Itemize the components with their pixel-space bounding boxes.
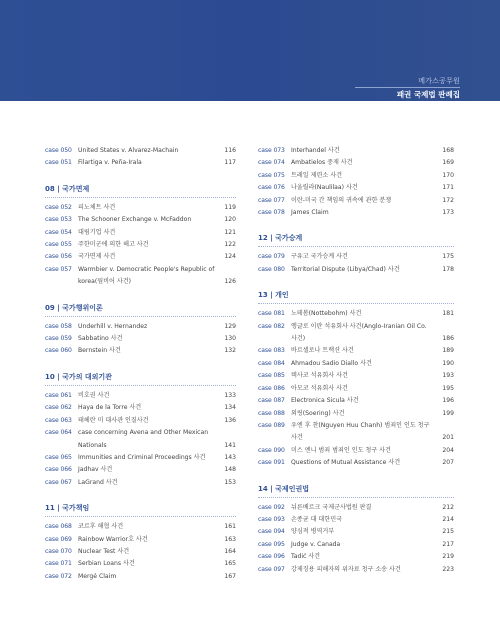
case-number: case 065	[45, 453, 72, 461]
toc-entry[interactable]	[45, 145, 236, 157]
page-number: 169	[442, 159, 454, 167]
case-title: 강제징용 피해자의 위자료 청구 소송 사건	[291, 565, 401, 573]
page-number: 167	[224, 572, 236, 580]
section-heading: 10 | 국가의 대외기관	[45, 372, 236, 386]
page-number: 133	[224, 391, 236, 399]
toc-entry[interactable]	[258, 308, 454, 320]
toc-entry[interactable]	[258, 195, 454, 207]
page-number: 117	[224, 159, 236, 167]
case-number: case 079	[258, 253, 285, 261]
page-number: 136	[224, 416, 236, 424]
case-title: 대림기업 사건	[78, 228, 116, 236]
case-title: 주한미군에 의한 해고 사건	[78, 241, 149, 249]
page-number: 223	[442, 565, 454, 573]
case-title: Nuclear Test 사건	[78, 547, 130, 555]
page-number: 217	[442, 540, 454, 548]
case-number: case 076	[258, 184, 285, 192]
toc-entry[interactable]	[45, 333, 236, 345]
page-number: 186	[442, 335, 454, 343]
case-title: 바르셀로나 트랙션 사건	[291, 347, 354, 355]
case-number: case 058	[45, 322, 72, 330]
page-number: 129	[224, 322, 236, 330]
case-number: case 097	[258, 565, 285, 573]
toc-entry[interactable]	[45, 452, 236, 464]
section-heading: 12 | 국가승계	[258, 233, 454, 247]
page-number: 172	[442, 196, 454, 204]
section-heading: 13 | 개인	[258, 290, 454, 304]
toc-entry[interactable]	[45, 157, 236, 169]
toc-entry[interactable]	[258, 514, 454, 526]
toc-right-column	[258, 145, 454, 576]
page-number: 121	[224, 228, 236, 236]
case-number: case 081	[258, 310, 285, 318]
case-number: case 078	[258, 209, 285, 217]
toc-entry[interactable]	[45, 390, 236, 402]
page-number: 173	[442, 209, 454, 217]
case-number: case 088	[258, 409, 285, 417]
page-number: 134	[224, 404, 236, 412]
section-heading: 14 | 국제인권법	[258, 484, 454, 498]
toc-entry[interactable]	[258, 358, 454, 370]
toc-entry[interactable]	[258, 564, 454, 576]
case-title: Tadić 사건	[291, 553, 321, 561]
toc-entry[interactable]	[258, 145, 454, 157]
case-number: case 084	[258, 359, 285, 367]
toc-entry[interactable]	[45, 321, 236, 333]
page-number: 212	[442, 503, 454, 511]
page-number: 196	[442, 397, 454, 405]
toc-entry[interactable]	[258, 551, 454, 563]
case-title: 국가면제 사건	[78, 253, 116, 261]
case-number: case 077	[258, 196, 285, 204]
page-number: 124	[224, 253, 236, 261]
page-number: 153	[224, 478, 236, 486]
page-number: 219	[442, 553, 454, 561]
case-number: case 080	[258, 265, 285, 273]
page-number: 168	[442, 147, 454, 154]
case-title: Underhill v. Hernandez	[78, 322, 148, 330]
toc-entry[interactable]	[45, 477, 236, 489]
toc-entry[interactable]	[45, 546, 236, 558]
page-number: 178	[442, 265, 454, 273]
case-title: 우엔 후 찬(Nguyen Huu Chanh) 범죄인 인도 청구 사건	[291, 421, 430, 442]
page-number: 148	[224, 466, 236, 474]
case-number: case 050	[45, 147, 72, 154]
page-number: 130	[224, 335, 236, 343]
header-divider	[355, 87, 460, 88]
page-number: 193	[442, 372, 454, 380]
toc-entry[interactable]	[258, 457, 454, 469]
page-number: 170	[442, 171, 454, 179]
case-title: The Schooner Exchange v. McFaddon	[78, 216, 192, 224]
case-title: Warmbier v. Democratic People's Republic of korea(웜비어 사건)	[78, 265, 215, 286]
case-title: 코르후 해협 사건	[78, 523, 124, 531]
case-title: 구유고 국가승계 사건	[291, 253, 348, 261]
page-number: 164	[224, 547, 236, 555]
toc-entry[interactable]	[45, 571, 236, 583]
toc-entry[interactable]	[258, 408, 454, 420]
toc-entry[interactable]	[45, 239, 236, 251]
case-number: case 073	[258, 147, 285, 154]
page-number: 204	[442, 446, 454, 454]
page-number: 190	[442, 359, 454, 367]
case-number: case 067	[45, 478, 72, 486]
toc-entry[interactable]	[45, 264, 236, 289]
page-number: 195	[442, 384, 454, 392]
case-title: Rainbow Warrior호 사건	[78, 535, 148, 543]
case-number: case 051	[45, 159, 72, 167]
case-title: Electronica Sicula 사건	[291, 397, 359, 405]
case-title: United States v. Alvarez-Machain	[78, 147, 179, 154]
toc-entry[interactable]	[45, 534, 236, 546]
case-title: 나울릴라(Naulilaa) 사건	[291, 184, 358, 192]
case-title: 이란-미국 간 책임의 귀속에 관한 분쟁	[291, 196, 392, 204]
section-heading: 08 | 국가면제	[45, 184, 236, 198]
case-number: case 096	[258, 553, 285, 561]
case-title: Serbian Loans 사건	[78, 560, 135, 568]
toc-entry[interactable]	[45, 214, 236, 226]
case-number: case 064	[45, 429, 72, 437]
page-number: 122	[224, 241, 236, 249]
page-number: 181	[442, 310, 454, 318]
toc-entry[interactable]	[45, 558, 236, 570]
toc-entry[interactable]	[258, 445, 454, 457]
header-banner	[0, 0, 500, 101]
case-number: case 052	[45, 203, 72, 211]
section-heading: 11 | 국가책임	[45, 503, 236, 517]
case-number: case 063	[45, 416, 72, 424]
case-number: case 066	[45, 466, 72, 474]
case-number: case 060	[45, 347, 72, 355]
toc-entry[interactable]	[258, 539, 454, 551]
section-heading: 09 | 국가행위이론	[45, 303, 236, 317]
toc-entry[interactable]	[258, 182, 454, 194]
case-title: 트레일 제련소 사건	[291, 171, 342, 179]
case-title: 양심적 병역거부	[291, 528, 335, 536]
page-number: 120	[224, 216, 236, 224]
toc-entry[interactable]	[45, 464, 236, 476]
case-number: case 075	[258, 171, 285, 179]
page-number: 189	[442, 347, 454, 355]
page-number: 207	[442, 459, 454, 467]
case-title: 손종균 대 대한민국	[291, 515, 342, 523]
case-number: case 090	[258, 446, 285, 454]
page-number: 199	[442, 409, 454, 417]
toc-entry[interactable]	[258, 264, 454, 276]
toc-entry[interactable]	[45, 251, 236, 263]
case-number: case 072	[45, 572, 72, 580]
toc-entry[interactable]	[258, 207, 454, 219]
case-title: 비호권 사건	[78, 391, 110, 399]
toc-entry[interactable]	[45, 227, 236, 239]
case-number: case 086	[258, 384, 285, 392]
case-number: case 094	[258, 528, 285, 536]
case-title: 노테봄(Nottebohm) 사건	[291, 310, 362, 318]
toc-entry[interactable]	[45, 521, 236, 533]
case-number: case 061	[45, 391, 72, 399]
case-number: case 071	[45, 560, 72, 568]
case-number: case 068	[45, 523, 72, 531]
case-number: case 089	[258, 421, 285, 429]
case-number: case 055	[45, 241, 72, 249]
page-number: 141	[224, 441, 236, 449]
toc-entry[interactable]	[45, 402, 236, 414]
case-title: Questions of Mutual Assistance 사건	[291, 459, 401, 467]
case-number: case 070	[45, 547, 72, 555]
case-title: Immunities and Criminal Proceedings 사건	[78, 453, 206, 461]
case-number: case 054	[45, 228, 72, 236]
case-title: LaGrand 사건	[78, 478, 118, 486]
case-title: 피노체트 사건	[78, 203, 116, 211]
case-number: case 091	[258, 459, 285, 467]
case-number: case 093	[258, 515, 285, 523]
case-number: case 062	[45, 404, 72, 412]
case-title: 외링(Soering) 사건	[291, 409, 345, 417]
toc-entry[interactable]	[258, 383, 454, 395]
toc-entry[interactable]	[258, 170, 454, 182]
toc-entry[interactable]	[258, 502, 454, 514]
case-number: case 083	[258, 347, 285, 355]
toc-entry[interactable]	[45, 345, 236, 357]
case-title: Mergé Claim	[78, 572, 117, 580]
case-number: case 085	[258, 372, 285, 380]
page-number: 119	[224, 203, 236, 211]
page-number: 214	[442, 515, 454, 523]
case-number: case 057	[45, 265, 72, 273]
case-title: Jadhav 사건	[78, 466, 113, 474]
case-number: case 053	[45, 216, 72, 224]
page-number: 175	[442, 253, 454, 261]
case-number: case 059	[45, 335, 72, 343]
case-title: Interhandel 사건	[291, 147, 340, 154]
toc-entry[interactable]	[258, 157, 454, 169]
toc-entry[interactable]	[45, 202, 236, 214]
page-number: 116	[224, 147, 236, 154]
case-title: Ambatielos 중재 사건	[291, 159, 353, 167]
case-title: Filartiga v. Peña-Irala	[78, 159, 142, 167]
page-number: 165	[224, 560, 236, 568]
case-title: Bernstein 사건	[78, 347, 121, 355]
page-number: 171	[442, 184, 454, 192]
toc-left-column	[45, 145, 236, 583]
case-title: case concerning Avena and Other Mexican Nationals	[78, 429, 209, 449]
toc-entry[interactable]	[258, 345, 454, 357]
case-title: 테헤란 미 대사관 인질사건	[78, 416, 149, 424]
page-number: 163	[224, 535, 236, 543]
toc-entry[interactable]	[258, 370, 454, 382]
case-title: Sabbatino 사건	[78, 335, 123, 343]
book-series: 메가스공무원	[418, 77, 460, 85]
case-number: case 082	[258, 322, 285, 330]
toc-entry[interactable]	[258, 251, 454, 263]
page-number: 215	[442, 528, 454, 536]
case-number: case 092	[258, 503, 285, 511]
page-number: 161	[224, 523, 236, 531]
case-title: 미스 엔니 범죄 범죄인 인도 청구 사건	[291, 446, 391, 454]
case-title: Ahmadou Sadio Diallo 사건	[291, 359, 372, 367]
case-title: Judge v. Canada	[291, 540, 341, 548]
book-title: 패권 국제법 판례집	[396, 90, 460, 99]
case-number: case 087	[258, 397, 285, 405]
case-title: Haya de la Torre 사건	[78, 404, 142, 412]
case-title: 텍사코 석유회사 사건	[291, 372, 348, 380]
toc-entry[interactable]	[45, 415, 236, 427]
case-title: 뉘른베르크 국제군사법원 판결	[291, 503, 372, 511]
toc-entry[interactable]	[258, 395, 454, 407]
case-number: case 069	[45, 535, 72, 543]
page-number: 201	[442, 434, 454, 442]
case-number: case 056	[45, 253, 72, 261]
toc-entry[interactable]	[258, 526, 454, 538]
case-title: 아모코 석유회사 사건	[291, 384, 348, 392]
case-title: Territorial Dispute (Libya/Chad) 사건	[291, 265, 400, 273]
case-title: James Claim	[291, 209, 329, 217]
case-title: 앵글로 이란 석유회사 사건(Anglo-Iranian Oil Co. 사건)	[291, 322, 427, 343]
page-number: 143	[224, 453, 236, 461]
page-number: 126	[224, 278, 236, 286]
case-number: case 095	[258, 540, 285, 548]
case-number: case 074	[258, 159, 285, 167]
toc-entry[interactable]	[45, 427, 236, 452]
page-number: 132	[224, 347, 236, 355]
toc-entry[interactable]	[258, 420, 454, 445]
toc-entry[interactable]	[258, 321, 454, 346]
